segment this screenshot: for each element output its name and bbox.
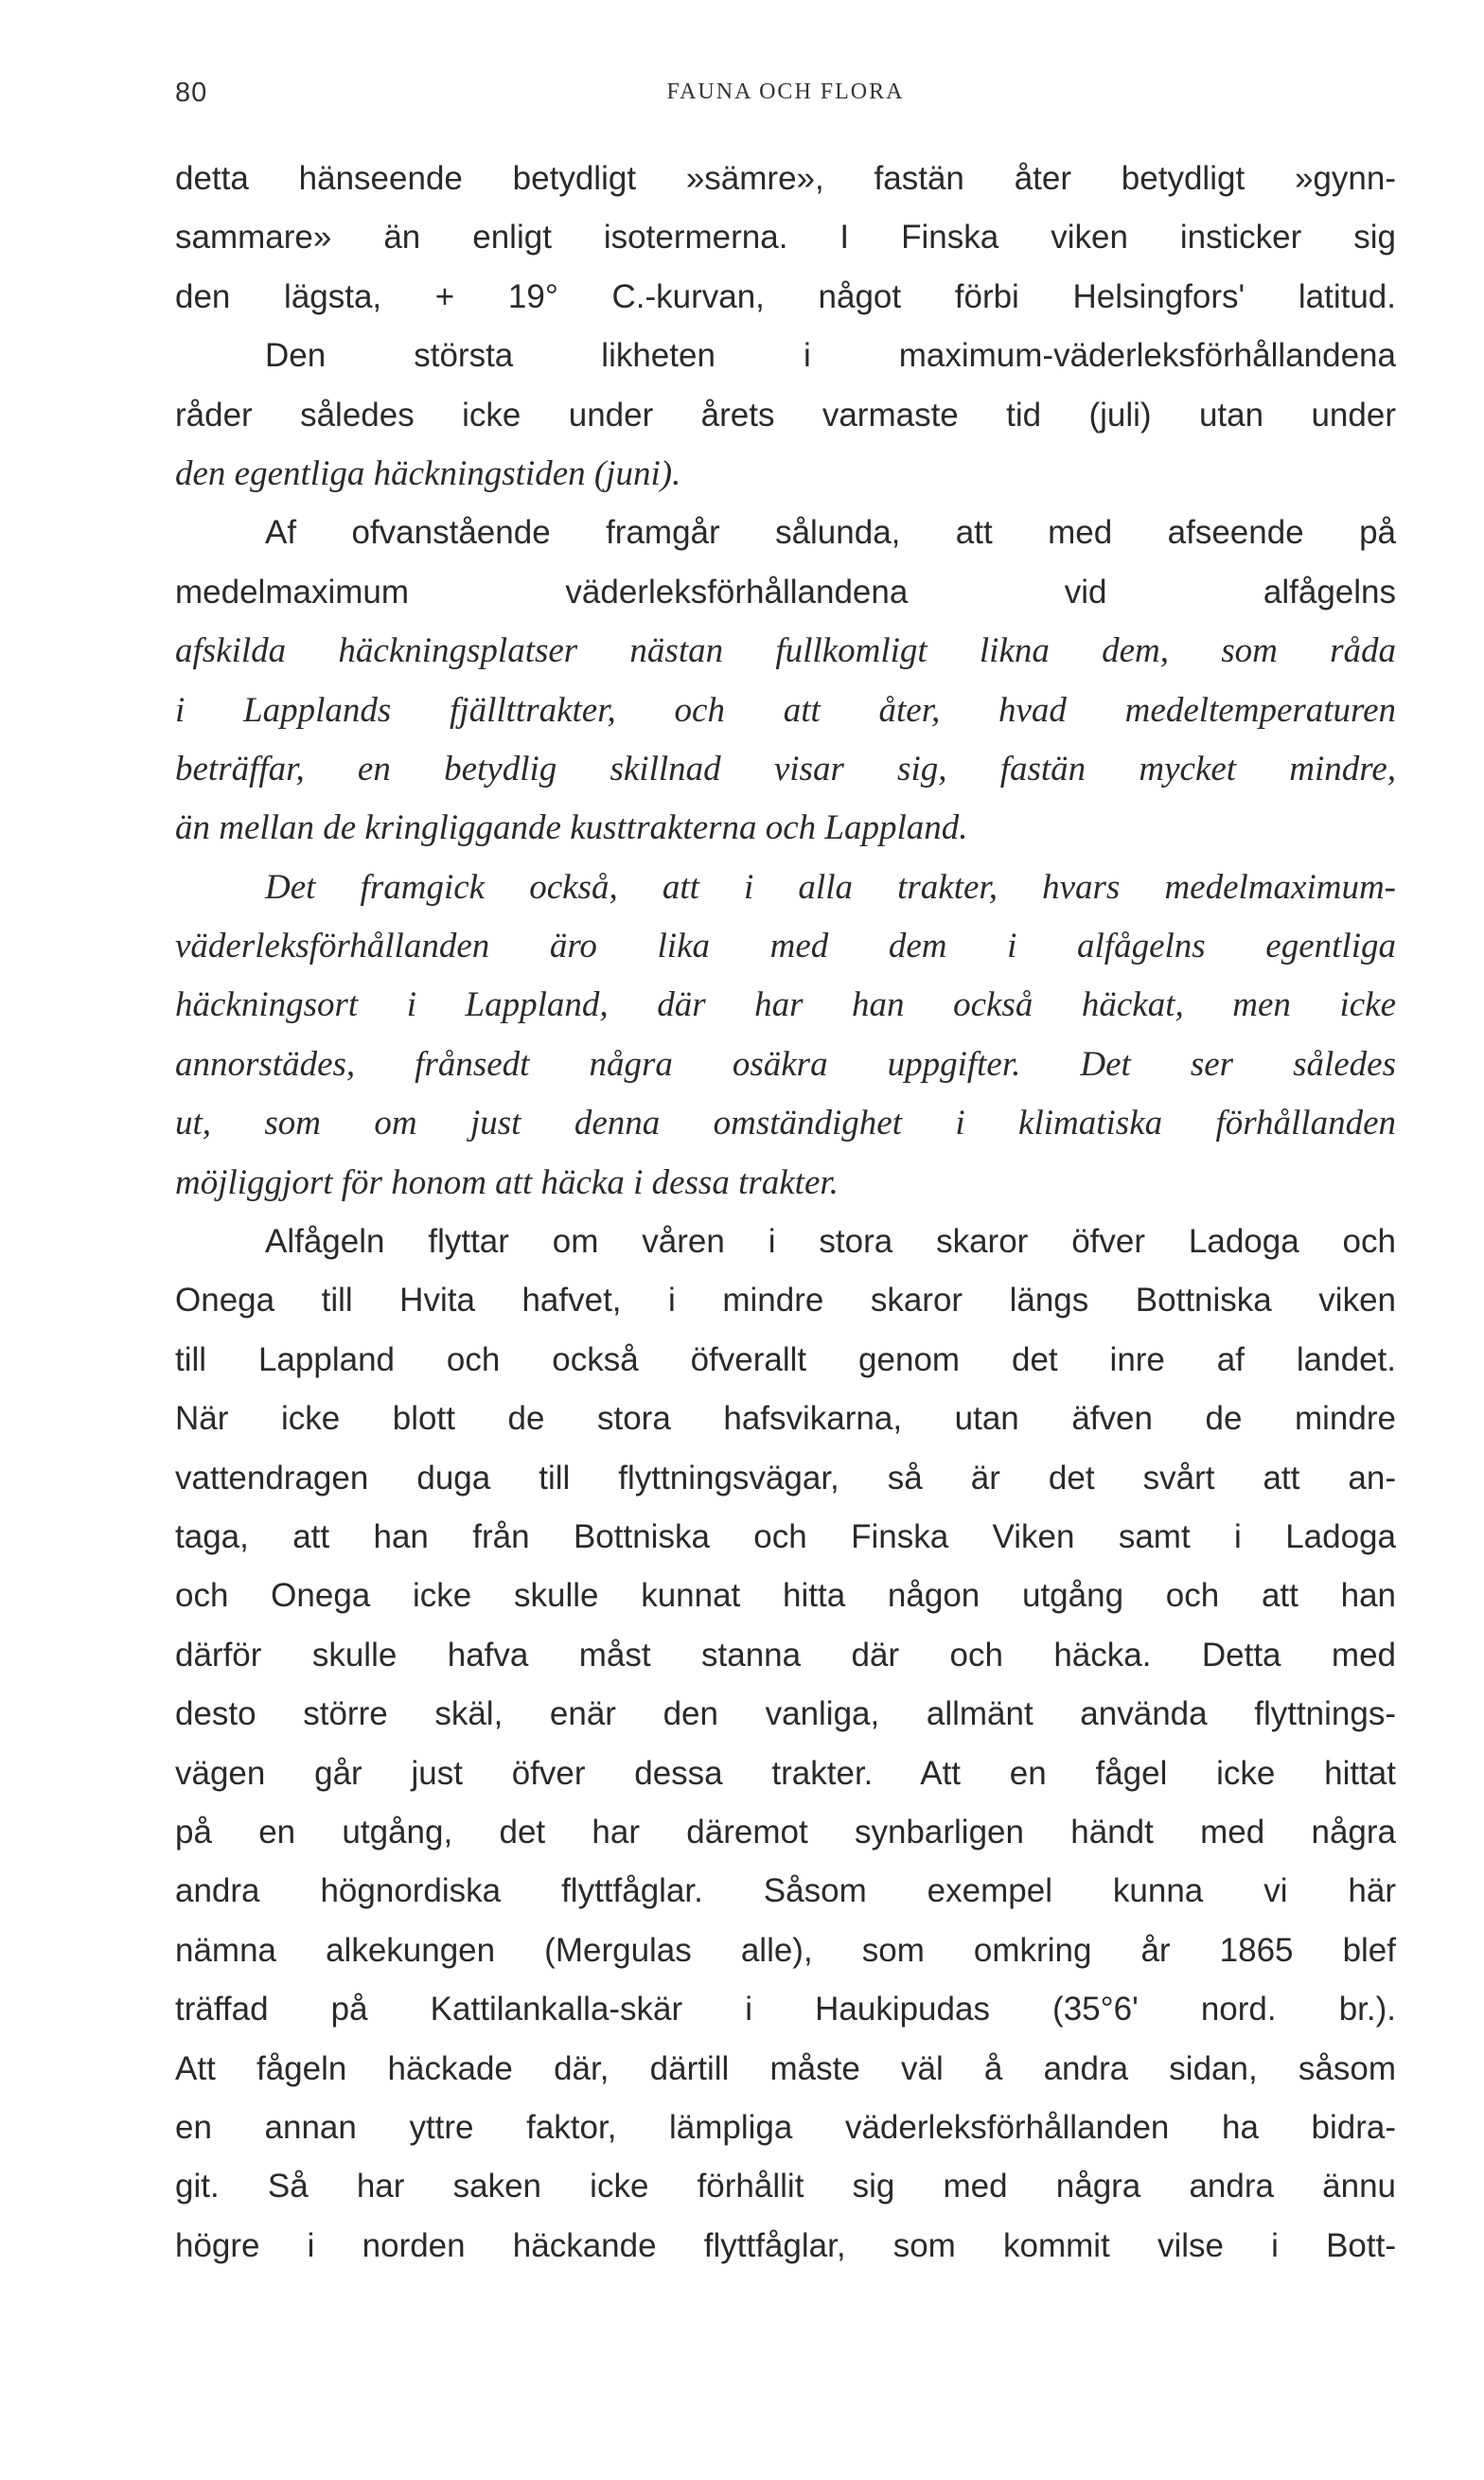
text-line: sammare» än enligt isotermerna. I Finska viken insticker sig xyxy=(175,219,1396,257)
text-line: därför skulle hafva måst stanna där och häcka. Detta med xyxy=(175,1636,1396,1674)
text-line: på en utgång, det har däremot synbarligen händt med några xyxy=(175,1813,1396,1851)
text-line-italic: den egentliga häckningstiden (juni). xyxy=(175,453,681,493)
text-line: git. Så har saken icke förhållit sig med några andra ännu xyxy=(175,2168,1396,2205)
text-line: medelmaximum väderleksförhållandena vid alfågelns xyxy=(175,573,1396,611)
text-line: råder således icke under årets varmaste tid (juli) utan under xyxy=(175,396,1396,434)
text-line: Alfågeln flyttar om våren i stora skaror öfver Ladoga och xyxy=(265,1223,1396,1261)
text-line: Af ofvanstående framgår sålunda, att med afseende på xyxy=(265,514,1396,552)
text-line: en annan yttre faktor, lämpliga väderleksförhållanden ha bidra- xyxy=(175,2108,1396,2146)
text-line-italic: i Lapplands fjällttrakter, och att åter, hvad medeltemperaturen xyxy=(175,690,1396,730)
text-line: Den största likheten i maximum-väderleksförhållandena xyxy=(265,337,1396,375)
text-line: nämna alkekungen (Mergulas alle), som omkring år 1865 blef xyxy=(175,1931,1396,1969)
text-line: och Onega icke skulle kunnat hitta någon utgång och att han xyxy=(175,1577,1396,1615)
text-line-italic: annorstädes, frånsedt några osäkra uppgifter. Det ser således xyxy=(175,1044,1396,1084)
text-line: När icke blott de stora hafsvikarna, utan äfven de mindre xyxy=(175,1400,1396,1438)
text-line-italic: än mellan de kringliggande kusttrakterna och Lappland. xyxy=(175,808,968,848)
text-line-italic: möjliggjort för honom att häcka i dessa trakter. xyxy=(175,1162,839,1202)
text-line: vägen går just öfver dessa trakter. Att en fågel icke hittat xyxy=(175,1754,1396,1792)
text-line-italic: afskilda häckningsplatser nästan fullkomligt likna dem, som råda xyxy=(175,631,1396,671)
page-header xyxy=(175,78,1396,115)
text-line-italic: beträffar, en betydlig skillnad visar sig, fastän mycket mindre, xyxy=(175,749,1396,788)
text-line: den lägsta, + 19° C.-kurvan, något förbi Helsingfors' latitud. xyxy=(175,277,1396,315)
text-line: träffad på Kattilankalla-skär i Haukipudas (35°6' nord. br.). xyxy=(175,1991,1396,2028)
text-line: till Lappland och också öfverallt genom det inre af landet. xyxy=(175,1340,1396,1378)
text-line: desto större skäl, enär den vanliga, allmänt använda flyttnings- xyxy=(175,1695,1396,1733)
text-line: Att fågeln häckade där, därtill måste väl å andra sidan, såsom xyxy=(175,2049,1396,2087)
body-text xyxy=(175,150,1396,2276)
text-line-italic: Det framgick också, att i alla trakter, hvars medelmaximum- xyxy=(265,867,1396,907)
text-line: taga, att han från Bottniska och Finska Viken samt i Ladoga xyxy=(175,1517,1396,1555)
text-line-italic: väderleksförhållanden äro lika med dem i alfågelns egentliga xyxy=(175,927,1396,966)
text-line-italic: ut, som om just denna omständighet i klimatiska förhållanden xyxy=(175,1104,1396,1143)
text-line: vattendragen duga till flyttningsvägar, så är det svårt att an- xyxy=(175,1459,1396,1497)
running-title: FAUNA OCH FLORA xyxy=(666,80,905,104)
text-line-italic: häckningsort i Lappland, där har han också häckat, men icke xyxy=(175,985,1396,1025)
text-line: detta hänseende betydligt »sämre», fastän åter betydligt »gynn- xyxy=(175,160,1396,197)
text-line: Onega till Hvita hafvet, i mindre skaror längs Bottniska viken xyxy=(175,1282,1396,1320)
page-number: 80 xyxy=(175,78,208,108)
text-line: andra högnordiska flyttfåglar. Såsom exempel kunna vi här xyxy=(175,1872,1396,1910)
text-line: högre i norden häckande flyttfåglar, som kommit vilse i Bott- xyxy=(175,2226,1396,2264)
